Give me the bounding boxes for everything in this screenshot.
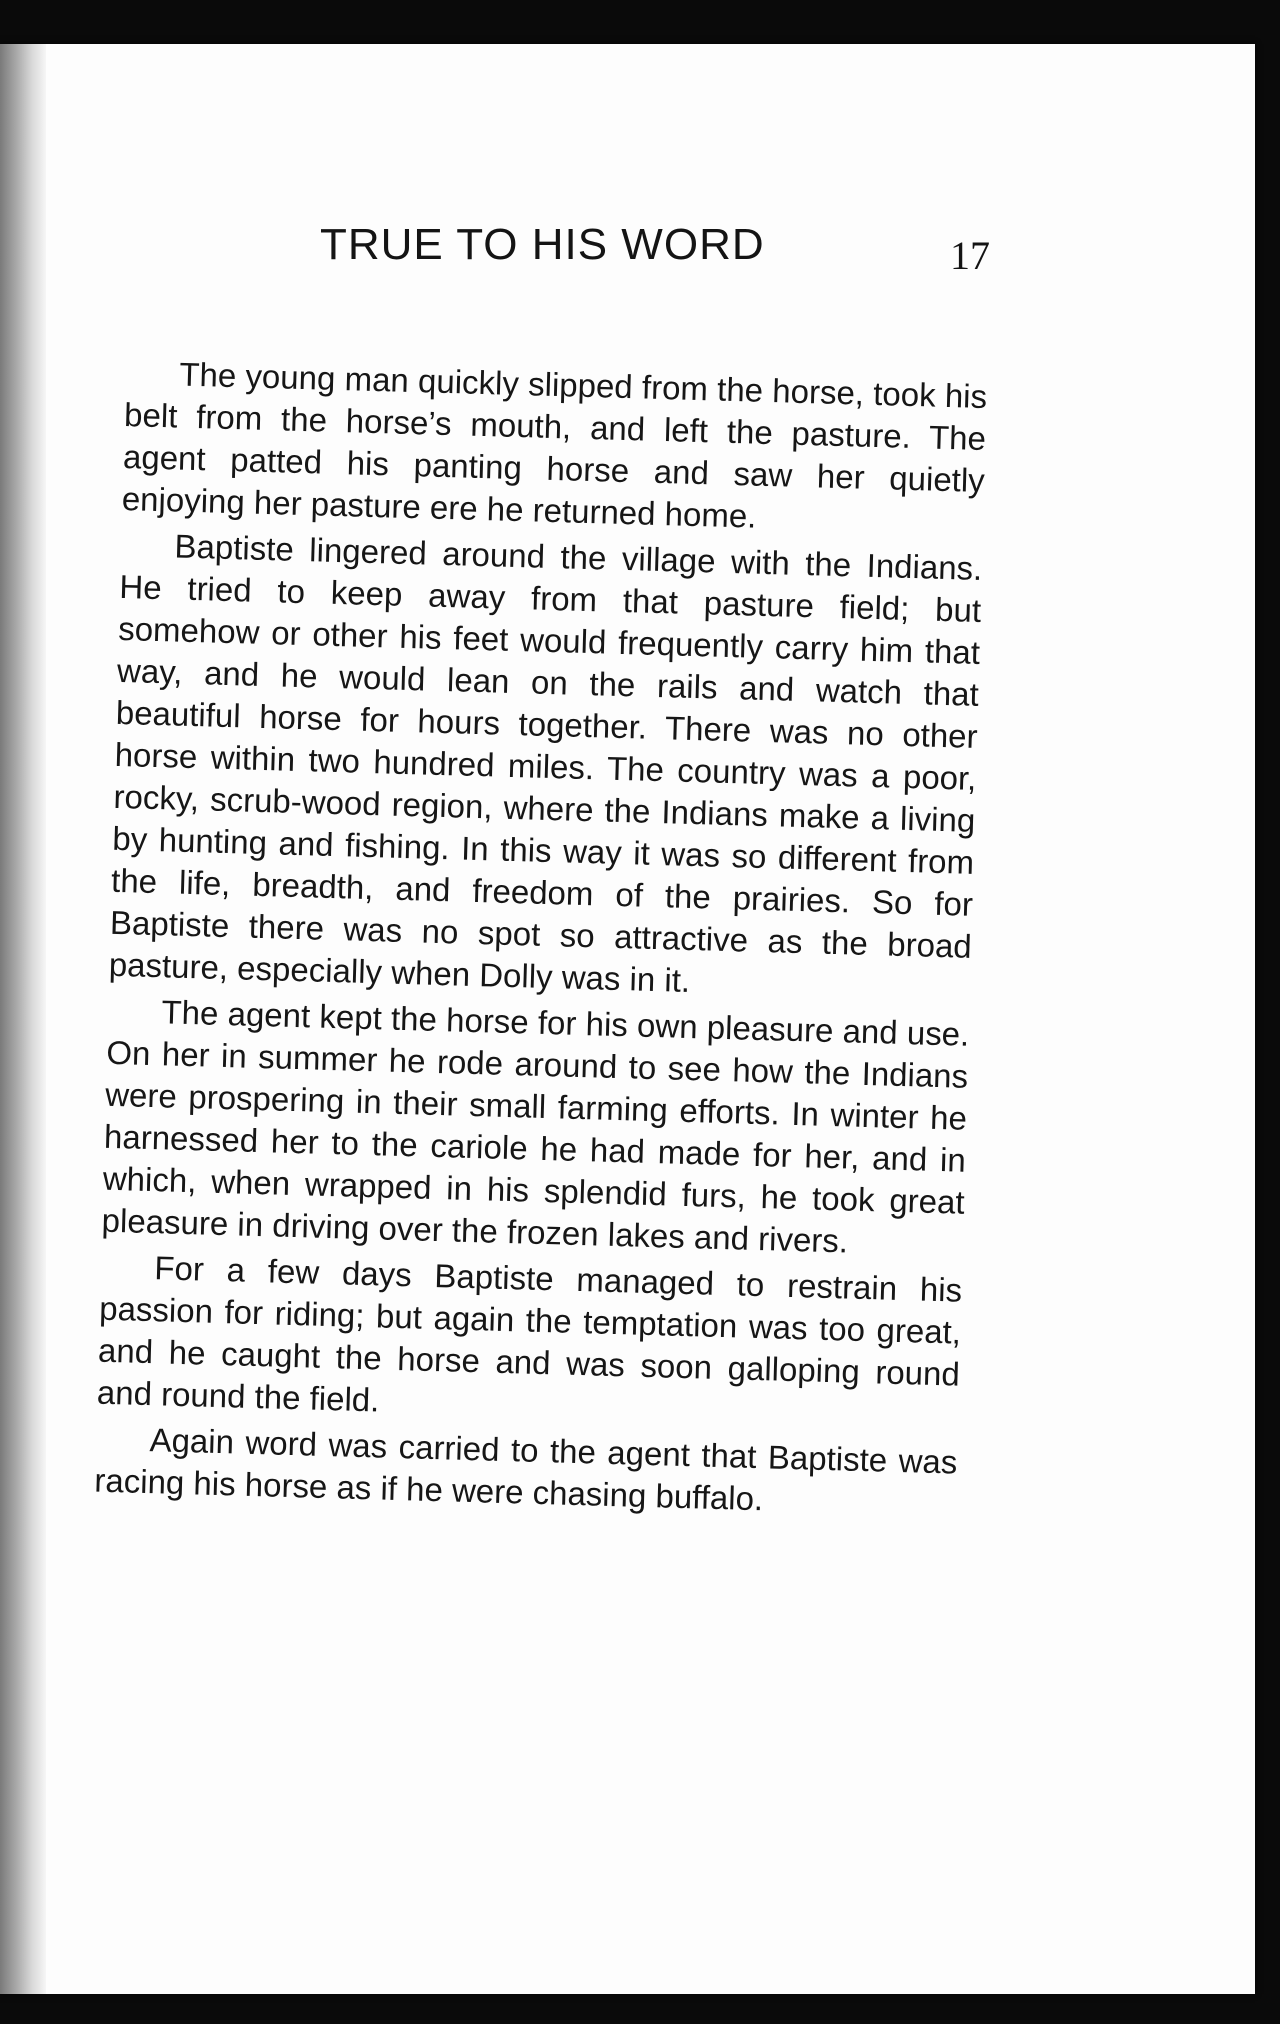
page-gutter-shadow [0,44,46,1994]
book-page [0,44,1255,1994]
body-text [94,352,988,1526]
page-number: 17 [950,233,990,278]
paragraph: Baptiste lingered around the village with the Indians. He tried to keep away from that pasture field; but somehow or other his feet would frequently carry him that way, and he would lean on the rails and watch that beautiful horse for hours together. There was no other horse within two hundred miles. The country was a poor, rocky, scrub-wood region, where the Indians make a living by hunting and fishing. In this way it was so different from the life, breadth, and freedom of the prairies. So for Baptiste there was no spot so attractive as the broad pasture, especially when Dolly was in it. [108,527,983,999]
page-header [130,220,990,300]
paragraph: For a few days Baptiste managed to restrain his passion for riding; but again the temptation was too great, and he caught the horse and was soon galloping round and round the field. [96,1249,963,1419]
running-title: TRUE TO HIS WORD [320,220,765,269]
paragraph: Again word was carried to the agent that Baptiste was racing his horse as if he were chasing buffalo. [93,1421,958,1518]
paragraph: The young man quickly slipped from the horse, took his belt from the horse’s mouth, and left the pasture. The agent patted his panting horse and saw her quietly enjoying her pasture ere he returned home. [121,355,988,535]
paragraph: The agent kept the horse for his own pleasure and use. On her in summer he rode around to see how the Indians were prospering in their small farming efforts. In winter he harnessed her to the cariole he had made for her, and in which, when wrapped in his splendid furs, he took great pleasure in driving over the frozen lakes and rivers. [101,993,970,1260]
